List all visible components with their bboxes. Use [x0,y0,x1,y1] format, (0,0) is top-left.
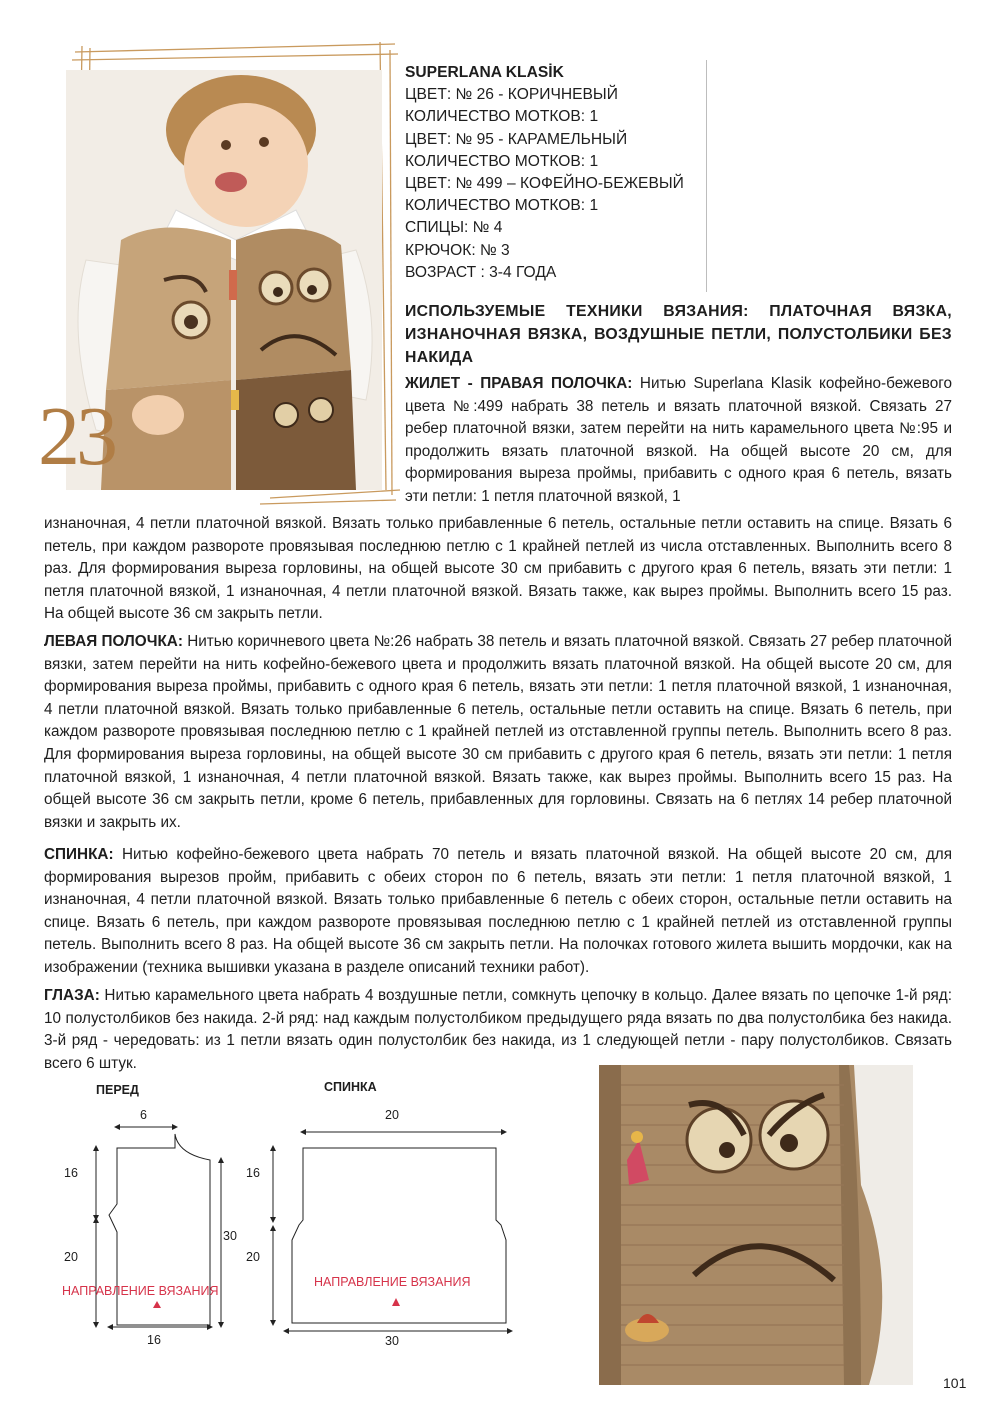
section-heading: ГЛАЗА: [44,987,100,1004]
left-front-section [44,631,952,834]
section-text: Нитью коричневого цвета №:26 набрать 38 петель и вязать платочной вязкой. Связать 27 ребер платочной вязки, затем перейти на нить кофейно-бежевого цвета и продолжить вязать платочной вязкой. На общей высоте 20 см, для формирования выреза проймы, прибавить с одного края 6 петель, вязать эти петли: 1 петля платочной вязкой, 1 изнаночная, 4 петли платочной вязкой. Вязать только прибавленные 6 петель, остальные петли оставить на спице. Вязать 6 петель, при каждом развороте провязывая последнюю петлю с 1 крайней петлей из отставленной группы петель. Выполнить всего 8 раз. Для формирования выреза горловины, на общей высоте 30 см прибавить с другого края 6 петель, вязать эти петли: 1 петля платочной вязкой, 1 изнаночная, 4 петли платочной вязкой. Вязать также, как вырез проймы. Выполнить всего 15 раз. На общей высоте 36 см закрыть петли, кроме 6 петель, прибавленных для горловины. Связать на 6 петлях 14 ребер платочной вязки и закрыть их. [44,633,952,831]
back-diagram-title: СПИНКА [324,1080,377,1094]
right-front-continued [44,513,952,626]
back-diagram [260,1120,520,1350]
front-dim-lower-left: 20 [64,1250,78,1264]
spec-line: КОЛИЧЕСТВО МОТКОВ: 1 [405,197,599,215]
back-section [44,844,952,980]
spec-line: КРЮЧОК: № 3 [405,241,510,259]
back-dim-lower-left: 20 [246,1250,260,1264]
spec-line: КОЛИЧЕСТВО МОТКОВ: 1 [405,152,599,170]
section-heading: ЛЕВАЯ ПОЛОЧКА: [44,633,183,650]
spec-line: ЦВЕТ: № 95 - КАРАМЕЛЬНЫЙ [405,130,628,148]
spec-divider [706,60,707,292]
vest-closeup-photo [599,1065,913,1385]
section-text: Нитью Superlana Klasik кофейно-бежевого цвета №:499 набрать 38 петель и вязать платочной вязкой. Связать 27 ребер платочной вязки, затем перейти на нить карамельного цвета №:95 и продолжить вязать платочной вязкой. На общей высоте 20 см, для формирования выреза проймы, прибавить с одного края 6 петель, вязать эти петли: 1 петля платочной вязкой, 1 [405,375,952,505]
spec-line: ВОЗРАСТ : 3-4 ГОДА [405,263,557,281]
front-diagram [60,1100,250,1360]
front-dim-right: 30 [223,1229,237,1243]
spec-line: СПИЦЫ: № 4 [405,219,503,237]
section-text: Нитью карамельного цвета набрать 4 воздушные петли, сомкнуть цепочку в кольцо. Далее вязать по цепочке 1-й ряд: 10 полустолбиков без накида. 2-й ряд: над каждым полустолбиком предыдущего ряда вязать по два полустолбика без накида. 3-й ряд - чередовать: из 1 петли вязать один полустолбик без накида, из 1 следующей петли - пару полустолбиков. Связать всего 6 штук. [44,987,952,1072]
section-heading: ЖИЛЕТ - ПРАВАЯ ПОЛОЧКА: [405,375,633,392]
front-direction-label: НАПРАВЛЕНИЕ ВЯЗАНИЯ [62,1284,219,1298]
section-text: Нитью кофейно-бежевого цвета набрать 70 петель и вязать платочной вязкой. На общей высоте 20 см, для формирования вырезов пройм, прибавить с обеих сторон по 6 петель, вязать эти петли: 1 петля платочной вязкой, 1 изнаночная, 4 петли платочной вязкой. Вязать только прибавленные 6 петель с обеих сторон, остальные петли оставить на спице. Вязать 6 петель, при каждом развороте провязывая последнюю петлю с 1 крайней петлей из отставленной группы петель. Выполнить всего 8 раз. На общей высоте 36 см закрыть петли. На полочках готового жилета вышить мордочки, как на изображении (техника вышивки указана в разделе описаний техники работ). [44,846,952,976]
front-diagram-title: ПЕРЕД [96,1083,139,1097]
back-direction-label: НАПРАВЛЕНИЕ ВЯЗАНИЯ [314,1275,471,1289]
spec-yarn-brand: SUPERLANA KLASİK [405,64,564,81]
front-dim-bottom: 16 [147,1333,161,1347]
page-number: 101 [943,1375,967,1391]
techniques-heading: ИСПОЛЬЗУЕМЫЕ ТЕХНИКИ ВЯЗАНИЯ: ПЛАТОЧНАЯ ВЯЗКА, ИЗНАНОЧНАЯ ВЯЗКА, ВОЗДУШНЫЕ ПЕТЛИ, ПОЛУСТОЛБИКИ БЕЗ НАКИДА [405,303,952,366]
eyes-section [44,985,952,1075]
back-dim-bottom: 30 [385,1334,399,1348]
right-front-intro [405,373,952,509]
front-dim-top: 6 [140,1108,147,1122]
section-heading: СПИНКА: [44,846,114,863]
back-dim-top: 20 [385,1108,399,1122]
materials-list [405,62,705,284]
spec-line: ЦВЕТ: № 499 – КОФЕЙНО-БЕЖЕВЫЙ [405,175,684,193]
spec-line: КОЛИЧЕСТВО МОТКОВ: 1 [405,108,599,126]
issue-number: 23 [38,390,114,483]
front-dim-upper-left: 16 [64,1166,78,1180]
spec-line: ЦВЕТ: № 26 - КОРИЧНЕВЫЙ [405,86,618,104]
back-dim-upper-left: 16 [246,1166,260,1180]
section-text: изнаночная, 4 петли платочной вязкой. Вязать только прибавленные 6 петель, остальные петли оставить на спице. Вязать 6 петель, при каждом развороте провязывая последнюю петлю с 1 крайней петлей из числа отставленных. Выполнить всего 8 раз. Для формирования выреза горловины, на общей высоте 30 см прибавить с другого края 6 петель, вязать эти петли: 1 петля платочной вязкой, 1 изнаночная, 4 петли платочной вязкой. Вязать также, как вырез проймы. Выполнить всего 15 раз. На общей высоте 36 см закрыть петли. [44,515,952,623]
